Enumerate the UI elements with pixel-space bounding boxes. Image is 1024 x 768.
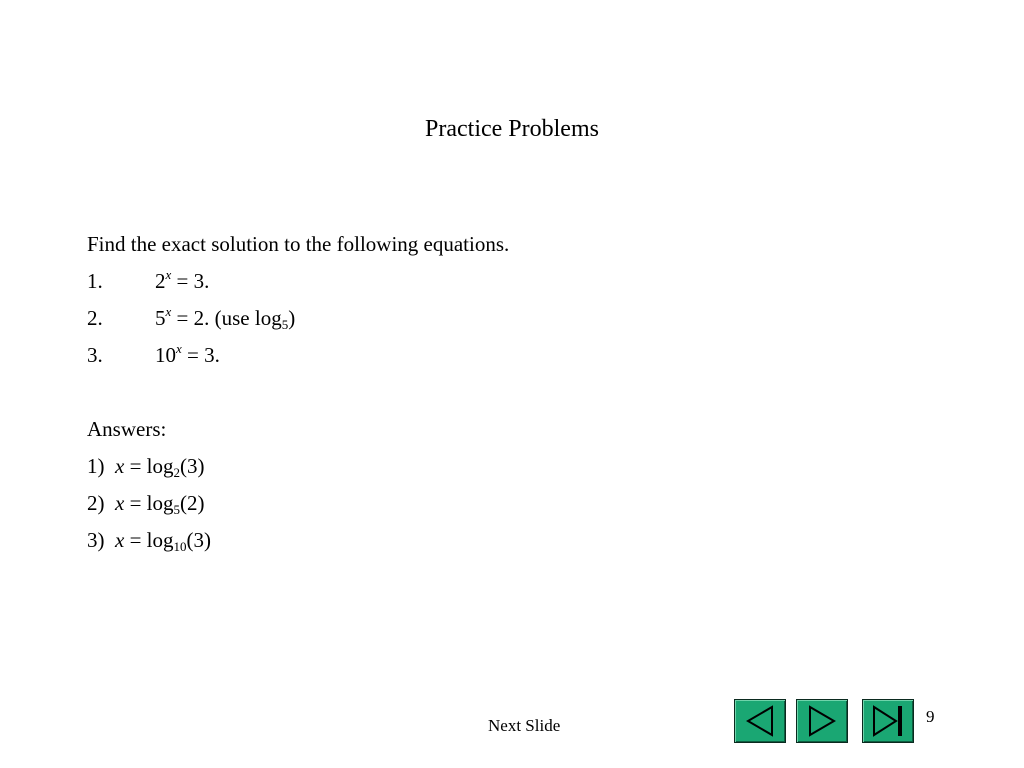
equation-tail: ) — [288, 306, 296, 330]
page-number: 9 — [926, 707, 935, 726]
last-slide-button[interactable] — [862, 699, 914, 743]
skip-to-end-icon — [863, 700, 913, 742]
answer-1 — [87, 454, 205, 478]
base: 5 — [155, 306, 166, 330]
answer-number: 2) — [87, 491, 115, 515]
answer-arg: (3) — [180, 454, 205, 478]
instructions-text: Find the exact solution to the following equations. — [87, 232, 510, 256]
answer-arg: (2) — [180, 491, 205, 515]
answer-arg: (3) — [186, 528, 212, 552]
answer-3 — [87, 528, 211, 552]
answer-eq: = log — [124, 528, 174, 552]
exponent: x — [176, 341, 182, 356]
equation-rest: = 2. (use log — [171, 306, 282, 330]
triangle-left-icon — [735, 700, 785, 742]
base: 10 — [155, 343, 176, 367]
next-slide-link[interactable]: Next Slide — [488, 716, 561, 735]
answer-number: 1) — [87, 454, 115, 478]
problem-2 — [87, 306, 295, 330]
log-base: 5 — [281, 317, 289, 332]
answers-heading: Answers: — [87, 417, 167, 441]
problem-number: 3. — [87, 343, 103, 367]
log-base: 5 — [173, 502, 181, 517]
answer-eq: = log — [124, 454, 174, 478]
next-slide-button[interactable] — [796, 699, 848, 743]
answer-number: 3) — [87, 528, 115, 552]
problem-number: 2. — [87, 306, 103, 330]
problem-number: 1. — [87, 269, 103, 293]
problem-1 — [87, 269, 209, 293]
variable: x — [115, 454, 125, 478]
exponent: x — [165, 267, 172, 282]
base: 2 — [155, 269, 166, 293]
variable: x — [115, 528, 125, 552]
previous-slide-button[interactable] — [734, 699, 786, 743]
exponent: x — [165, 304, 172, 319]
answer-2 — [87, 491, 205, 515]
equation-rest: = 3. — [181, 343, 220, 367]
log-base: 2 — [173, 465, 181, 480]
problem-3 — [87, 343, 220, 367]
variable: x — [115, 491, 125, 515]
triangle-right-icon — [797, 700, 847, 742]
answer-eq: = log — [124, 491, 174, 515]
log-base: 10 — [173, 539, 187, 554]
equation-rest: = 3. — [171, 269, 210, 293]
slide-title: Practice Problems — [425, 116, 599, 142]
